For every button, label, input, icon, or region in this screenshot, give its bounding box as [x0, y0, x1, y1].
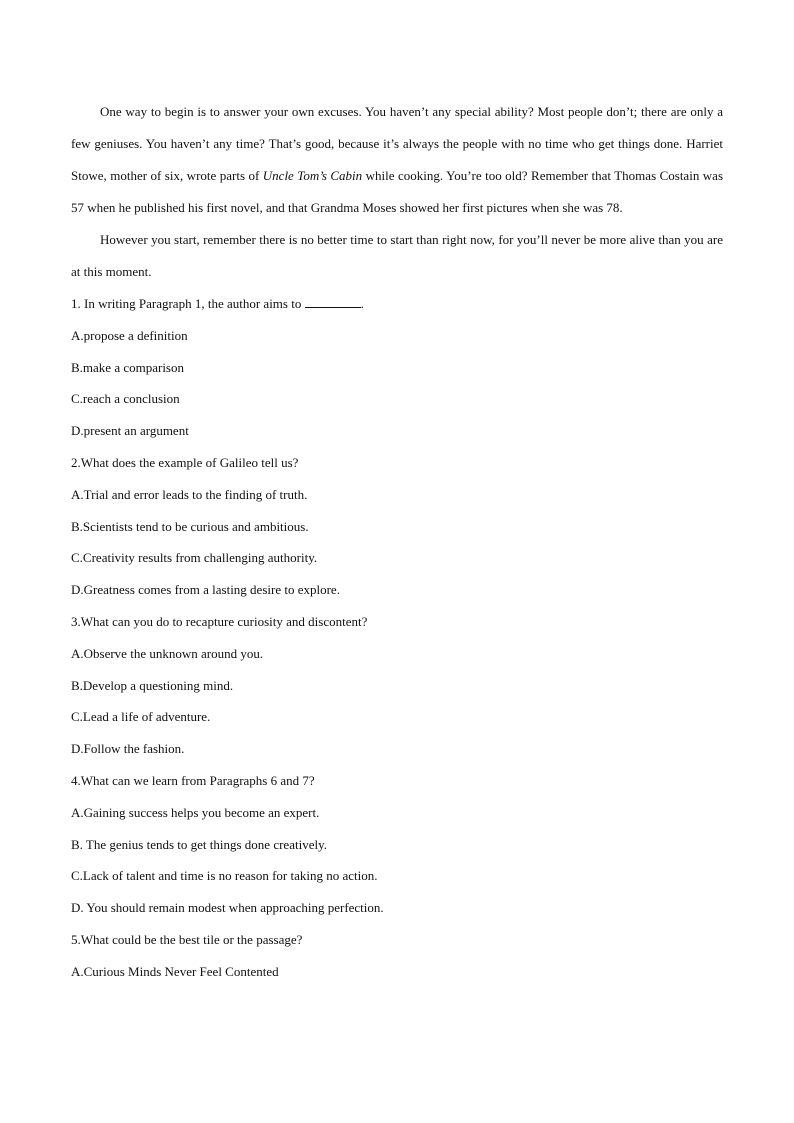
question-3-option-d: D.Follow the fashion.	[71, 741, 185, 757]
paragraph-1-text-b: while cooking. You’re too old? Remember that Thomas Costain was 57 when he published his first novel, and that Grandma Moses showed her first pictures when she was 78.	[71, 168, 723, 215]
answer-blank	[305, 297, 361, 308]
question-3-option-b: B.Develop a questioning mind.	[71, 677, 234, 693]
question-1-option-b: B.make a comparison	[71, 359, 184, 375]
question-2-option-d: D.Greatness comes from a lasting desire to explore.	[71, 582, 340, 598]
question-2-option-c: C.Creativity results from challenging authority.	[71, 550, 318, 566]
question-1-end: .	[360, 296, 364, 311]
question-3-stem: 3.What can you do to recapture curiosity and discontent?	[71, 613, 368, 629]
question-2-stem: 2.What does the example of Galileo tell us?	[71, 454, 299, 470]
question-1-text: 1. In writing Paragraph 1, the author aims to	[71, 296, 305, 311]
question-3-option-c: C.Lead a life of adventure.	[71, 709, 211, 725]
book-title: Uncle Tom’s Cabin	[262, 168, 363, 183]
question-3-option-a: A.Observe the unknown around you.	[71, 645, 264, 661]
question-1-option-a: A.propose a definition	[71, 327, 188, 343]
question-4-stem: 4.What can we learn from Paragraphs 6 and 7?	[71, 772, 315, 788]
question-4-option-b: B. The genius tends to get things done creatively.	[71, 836, 327, 852]
question-4-option-a: A.Gaining success helps you become an expert.	[71, 804, 320, 820]
document-page	[71, 96, 723, 988]
passage-paragraph-1	[71, 96, 723, 224]
question-2-option-a: A.Trial and error leads to the finding of truth.	[71, 486, 308, 502]
question-4-option-d: D. You should remain modest when approaching perfection.	[71, 900, 384, 916]
question-1-option-d: D.present an argument	[71, 423, 189, 439]
question-4-option-c: C.Lack of talent and time is no reason for taking no action.	[71, 868, 378, 884]
question-5-option-a: A.Curious Minds Never Feel Contented	[71, 963, 279, 979]
question-5-stem: 5.What could be the best tile or the passage?	[71, 931, 303, 947]
passage-paragraph-2: However you start, remember there is no better time to start than right now, for you’ll never be more alive than you are at this moment.	[71, 232, 723, 279]
question-1-stem	[71, 288, 723, 320]
question-2-option-b: B.Scientists tend to be curious and ambitious.	[71, 518, 309, 534]
question-1-option-c: C.reach a conclusion	[71, 391, 180, 407]
paragraph-1-text-a: One way to begin is to answer your own excuses. You haven’t any special ability? Most people don’t; there are only a few geniuses. You haven’t any time? That’s good, because it’s always the people with no time who get things done. Harriet Stowe, mother of six, wrote parts of	[71, 104, 723, 183]
